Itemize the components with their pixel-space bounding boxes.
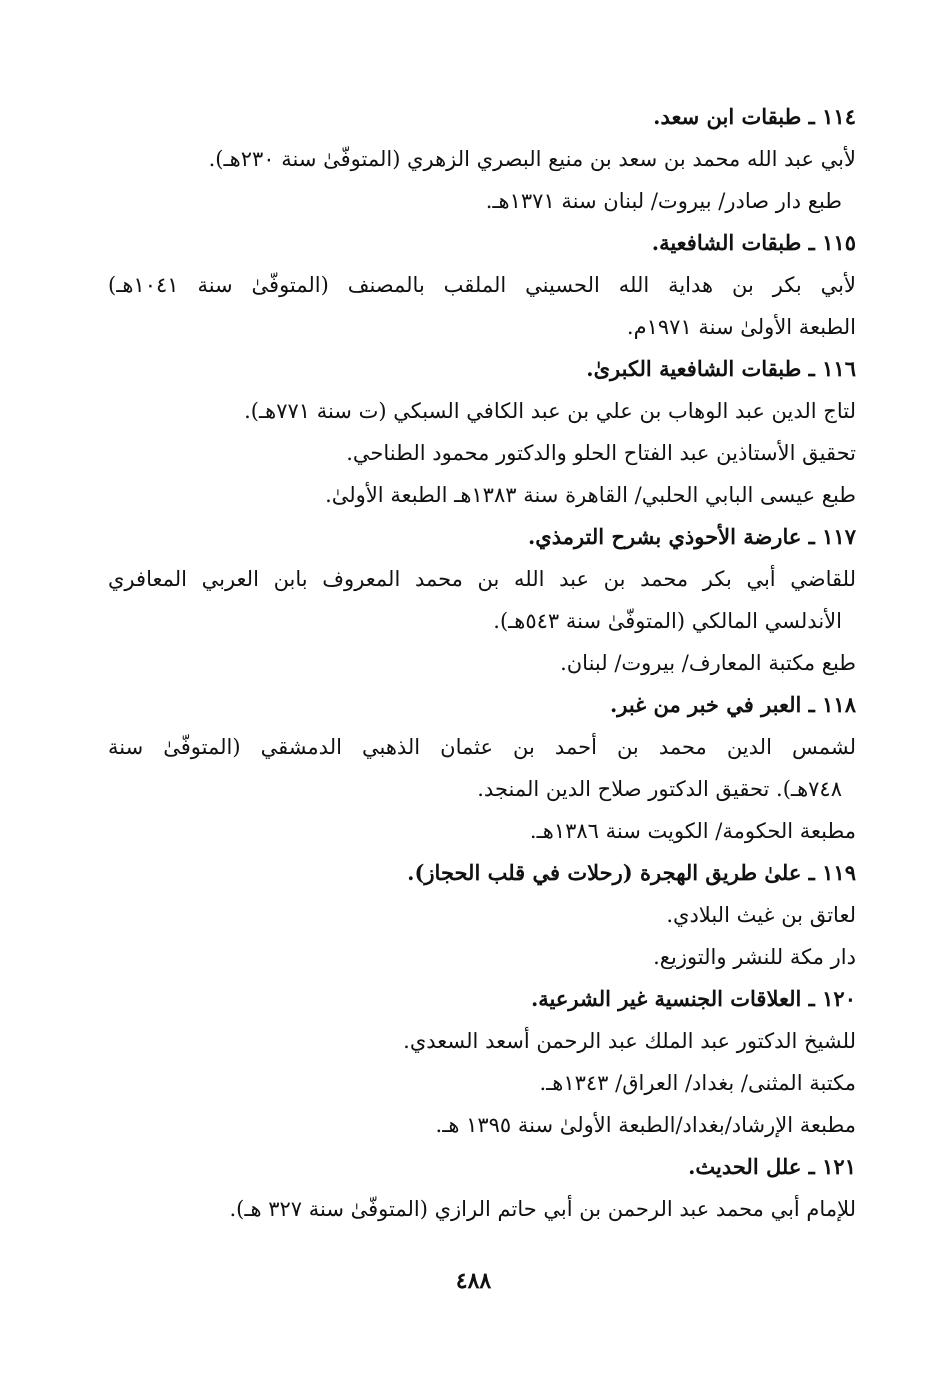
entry-separator: ـ [801,230,823,255]
entry-title [108,348,856,390]
entry-detail-line: ٧٤٨هـ). تحقيق الدكتور صلاح الدين المنجد. [477,777,842,801]
entry-number: ١١٤ [822,104,856,129]
entry-title-text: علىٰ طريق الهجرة (رحلات في قلب الحجاز). [407,860,802,885]
entry-separator: ـ [801,986,823,1011]
entry-separator: ـ [801,104,823,129]
entry-detail-line: مكتبة المثنى/ بغداد/ العراق/ ١٣٤٣هـ. [539,1071,856,1095]
entry-detail-line: لأبي بكر بن هداية الله الحسيني الملقب بالمصنف (المتوفّىٰ سنة ١٠٤١هـ) [108,273,856,297]
entry-detail-line: الأندلسي المالكي (المتوفّىٰ سنة ٥٤٣هـ). [493,609,842,633]
entry-number: ١١٨ [822,692,856,717]
entry-detail-line: للقاضي أبي بكر محمد بن عبد الله بن محمد المعروف بابن العربي المعافري [108,567,856,591]
entry-detail-line: مطبعة الإرشاد/بغداد/الطبعة الأولىٰ سنة ١٣٩٥ هـ. [435,1113,856,1137]
entry-detail-line: طبع دار صادر/ بيروت/ لبنان سنة ١٣٧١هـ. [485,189,842,213]
entry-detail-line: تحقيق الأستاذين عبد الفتاح الحلو والدكتور محمود الطناحي. [346,441,856,465]
entry-detail-line: الطبعة الأولىٰ سنة ١٩٧١م. [626,315,856,339]
entry-title-text: طبقات ابن سعد. [653,104,802,129]
entry-separator: ـ [801,860,823,885]
entry-title-text: العلاقات الجنسية غير الشرعية. [530,986,802,1011]
entry-number: ١١٦ [822,356,856,381]
entry-title [108,852,856,894]
bibliography-page [108,96,856,1230]
entry-detail-line: للشيخ الدكتور عبد الملك عبد الرحمن أسعد السعدي. [403,1029,856,1053]
entry-title [108,516,856,558]
entry-detail-line: دار مكة للنشر والتوزيع. [653,945,856,969]
entry-title [108,222,856,264]
entry-title-text: عارضة الأحوذي بشرح الترمذي. [527,524,802,549]
entry-detail-line: مطبعة الحكومة/ الكويت سنة ١٣٨٦هـ. [529,819,856,843]
entry-title [108,96,856,138]
entry-detail-line: للإمام أبي محمد عبد الرحمن بن أبي حاتم الرازي (المتوفّىٰ سنة ٣٢٧ هـ). [229,1197,856,1221]
entry-detail-line: طبع مكتبة المعارف/ بيروت/ لبنان. [560,651,856,675]
entry-separator: ـ [801,692,823,717]
entry-number: ١١٧ [822,524,856,549]
entry-separator: ـ [801,356,823,381]
entry-detail-line: لأبي عبد الله محمد بن سعد بن منيع البصري الزهري (المتوفّىٰ سنة ٢٣٠هـ). [208,147,856,171]
entry-number: ١٢٠ [822,986,856,1011]
entry-number: ١٢١ [822,1154,856,1179]
entry-title [108,978,856,1020]
page-number: ٤٨٨ [455,1268,492,1294]
entry-title [108,1146,856,1188]
entry-number: ١١٩ [822,860,856,885]
entry-title-text: طبقات الشافعية الكبرىٰ. [586,356,802,381]
entry-separator: ـ [801,524,823,549]
entry-title-text: علل الحديث. [688,1154,802,1179]
entry-detail-line: طبع عيسى البابي الحلبي/ القاهرة سنة ١٣٨٣هـ الطبعة الأولىٰ. [325,483,856,507]
entry-detail-line: لشمس الدين محمد بن أحمد بن عثمان الذهبي الدمشقي (المتوفّىٰ سنة [108,735,856,759]
entry-title-text: العبر في خبر من غبر. [609,692,802,717]
entry-title [108,684,856,726]
entry-detail-line: لعاتق بن غيث البلادي. [666,903,856,927]
entry-number: ١١٥ [822,230,856,255]
entry-separator: ـ [801,1154,823,1179]
entry-title-text: طبقات الشافعية. [651,230,802,255]
entry-detail-line: لتاج الدين عبد الوهاب بن علي بن عبد الكافي السبكي (ت سنة ٧٧١هـ). [244,399,856,423]
